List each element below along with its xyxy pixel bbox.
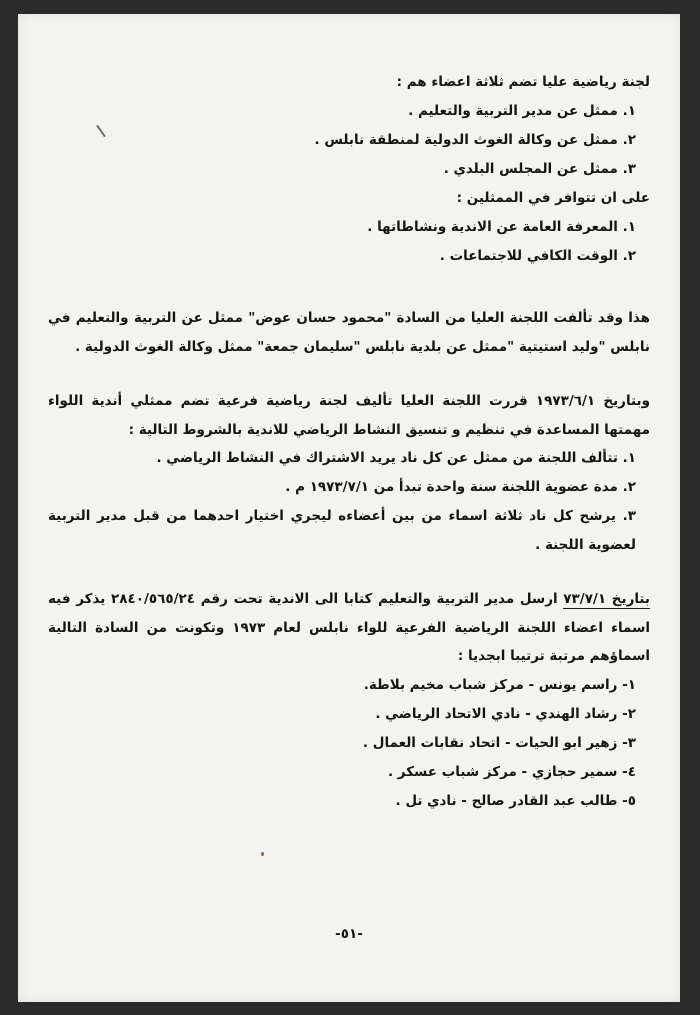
underlined-date: بتاريخ ٧٣/٧/١ <box>563 591 650 607</box>
conditions-intro: على ان تتوافر في الممثلين : <box>456 190 650 206</box>
rule-item: ٢. مدة عضوية اللجنة سنة واحدة تبدأ من ١٩٧٣/٧/١ م . <box>285 479 636 495</box>
rule-item: ٣. يرشح كل ناد ثلاثة اسماء من بين أعضاءه ليجري اختيار احدهما من قبل مدير التربية لعضوية اللجنة . <box>48 508 636 553</box>
paragraph-committee-members: هذا وقد تألفت اللجنة العليا من السادة "محمود حسان عوض" ممثل عن التربية والتعليم في نابلس "وليد استيتية "ممثل عن بلدية نابلس "سليمان جمعة" ممثل وكالة الغوث الدولية . <box>48 310 650 355</box>
paper-speck <box>261 852 264 856</box>
name-item: ٣- زهير ابو الحيات - اتحاد نقابات العمال . <box>362 734 636 751</box>
name-item: ٤- سمير حجازي - مركز شباب عسكر . <box>387 763 636 780</box>
document-page <box>18 14 680 1002</box>
rule-item: ١. تتألف اللجنة من ممثل عن كل ناد يريد الاشتراك في النشاط الرياضي . <box>156 450 636 466</box>
condition-item: ٢. الوقت الكافي للاجتماعات . <box>439 248 636 264</box>
name-item: ١- راسم يونس - مركز شباب مخيم بلاطة. <box>363 676 636 693</box>
name-item: ٢- رشاد الهندي - نادي الاتحاد الرياضي . <box>375 705 636 722</box>
document-body <box>48 68 650 816</box>
member-item: ٢. ممثل عن وكالة الغوث الدولية لمنطقة نابلس . <box>314 132 636 148</box>
page-number: -٥١- <box>335 926 363 942</box>
condition-item: ١. المعرفة العامة عن الاندية ونشاطاتها . <box>367 219 636 235</box>
name-item: ٥- طالب عبد القادر صالح - نادي تل . <box>395 792 636 809</box>
section1-intro: لجنة رياضية عليا تضم ثلاثة اعضاء هم : <box>396 74 650 90</box>
member-item: ٣. ممثل عن المجلس البلدي . <box>443 161 636 177</box>
paragraph-letter-text: ارسل مدير التربية والتعليم كتابا الى الاندية تحت رقم ٢٨٤٠/٥٦٥/٢٤ يذكر فيه اسماء اعضاء اللجنة الرياضية الفرعية للواء نابلس لعام ١٩٧٣ وتكونت من السادة التالية اسماؤهم مرتبة ترتيبا ابجديا : <box>48 591 650 664</box>
member-item: ١. ممثل عن مدير التربية والتعليم . <box>408 103 636 119</box>
paragraph-subcommittee: وبتاريخ ١٩٧٣/٦/١ قررت اللجنة العليا تأليف لجنة رياضية فرعية تضم ممثلي أندية اللواء مهمتها المساعدة في تنظيم و تنسيق النشاط الرياضي للاندية بالشروط التالية : <box>48 393 650 438</box>
paragraph-letter <box>48 585 650 671</box>
